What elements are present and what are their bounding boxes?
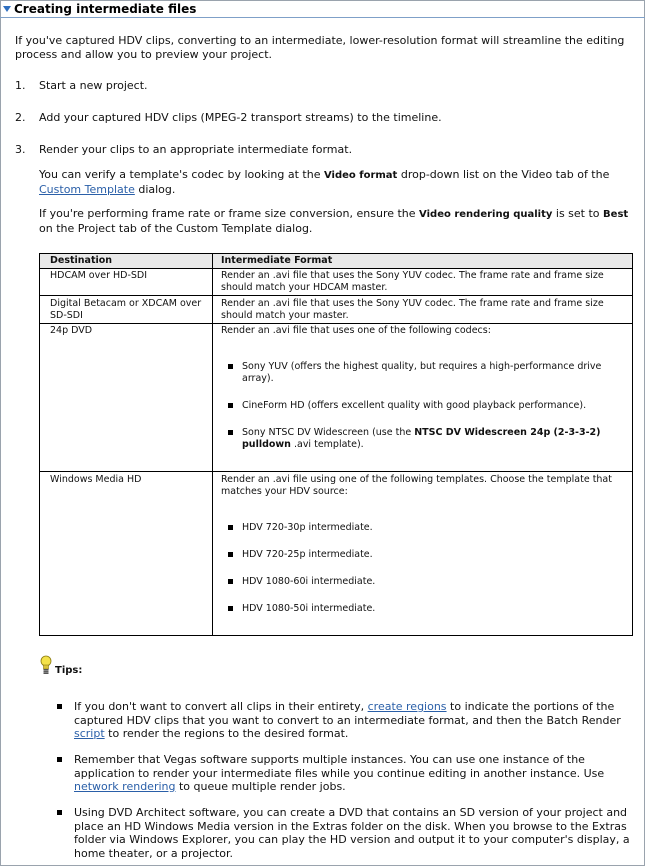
section-title: Creating intermediate files [14,2,197,16]
tip-text [74,753,637,794]
tip-text-part: to render the regions to the desired format. [104,727,349,740]
row-hdcam-destination: HDCAM over HD-SDI [50,270,148,281]
bullet-text: HDV 720-30p intermediate. [242,522,373,533]
step-number: 3. [15,143,26,156]
bullet-icon [57,810,62,815]
verify-paragraph [39,168,634,197]
tips-label: Tips: [55,665,83,676]
video-rendering-quality-term: Video rendering quality [419,209,553,220]
bullet-icon [228,403,233,408]
bullet-text-part: Sony NTSC DV Widescreen (use the [242,427,415,438]
bullet-icon [228,579,233,584]
bullet-text: HDV 1080-50i intermediate. [242,603,376,614]
step-number: 2. [15,111,26,124]
tip-text [74,700,637,741]
bullet-text: Sony YUV (offers the highest quality, but requires a high-performance drive array). [242,361,602,384]
tip-text-part: to indicate the portions of the captured HDV clips that you want to convert to an intermediate format, and then the Batch Render [74,700,621,727]
conversion-text: is set to [552,207,604,220]
custom-template-link[interactable]: Custom Template [39,183,135,196]
create-regions-link[interactable]: create regions [367,700,447,713]
row-divider [40,323,632,324]
bullet-text-part: .avi template). [290,439,364,450]
row-divider [40,471,632,472]
bullet-icon [228,606,233,611]
tip-text-part: If you don't want to convert all clips in their entirety, [74,700,368,713]
header-destination: Destination [50,255,113,266]
tip-text-part: to queue multiple render jobs. [175,780,346,793]
column-divider [212,254,213,635]
row-dvd-format: Render an .avi file that uses one of the following codecs: [221,325,491,336]
tip-text-part: Remember that Vegas software supports multiple instances. You can use one instance of the application to render your intermediate files while you continue editing in another instance. Use [74,753,605,780]
conversion-text: If you're performing frame rate or frame size conversion, ensure the [39,207,420,220]
row-dvd-destination: 24p DVD [50,325,93,336]
bullet-icon [228,552,233,557]
bullet-icon [228,364,233,369]
step-text: Render your clips to an appropriate intermediate format. [39,143,353,156]
intermediate-format-table [39,253,633,636]
bullet-text [242,427,622,451]
bullet-text: HDV 1080-60i intermediate. [242,576,376,587]
collapse-triangle-icon[interactable] [3,6,11,12]
row-wmhd-format: Render an .avi file using one of the following templates. Choose the template that matches your HDV source: [221,474,612,497]
intro-paragraph: If you've captured HDV clips, converting to an intermediate, lower-resolution format will streamline the editing process and allow you to preview your project. [15,34,625,61]
row-divider [40,295,632,296]
best-term: Best [603,209,629,220]
bullet-icon [57,704,62,709]
conversion-paragraph [39,207,634,236]
verify-text: dialog. [134,183,176,196]
row-digibeta-destination: Digital Betacam or XDCAM over SD-SDI [50,298,202,321]
step-text: Add your captured HDV clips (MPEG-2 transport streams) to the timeline. [39,111,442,124]
video-format-term: Video format [323,170,398,181]
bullet-icon [228,430,233,435]
script-link[interactable]: script [74,727,105,740]
section-header[interactable] [0,0,645,18]
bullet-icon [57,757,62,762]
conversion-text: on the Project tab of the Custom Template dialog. [39,222,313,235]
table-header [40,254,632,269]
lightbulb-icon [40,655,52,677]
bullet-text: HDV 720-25p intermediate. [242,549,373,560]
tip-text: Using DVD Architect software, you can create a DVD that contains an SD version of your project and place an HD Windows Media version in the Extras folder on the disk. When you browse to the Extras folder via Windows Explorer, you can play the HD version and output it to your computer's display, a home theater, or a projector. [74,806,630,860]
verify-text: You can verify a template's codec by looking at the [39,168,324,181]
template-name: NTSC DV Widescreen 24p (2-3-3-2) pulldown [242,427,601,450]
row-wmhd-destination: Windows Media HD [50,474,142,485]
network-rendering-link[interactable]: network rendering [74,780,176,793]
verify-text: drop-down list on the Video tab of the [397,168,610,181]
bullet-text: CineForm HD (offers excellent quality with good playback performance). [242,400,587,411]
row-hdcam-format: Render an .avi file that uses the Sony YUV codec. The frame rate and frame size should match your HDCAM master. [221,270,604,293]
bullet-icon [228,525,233,530]
header-intermediate-format: Intermediate Format [221,255,333,266]
step-number: 1. [15,79,26,92]
step-text: Start a new project. [39,79,148,92]
row-digibeta-format: Render an .avi file that uses the Sony YUV codec. The frame rate and frame size should match your master. [221,298,604,321]
